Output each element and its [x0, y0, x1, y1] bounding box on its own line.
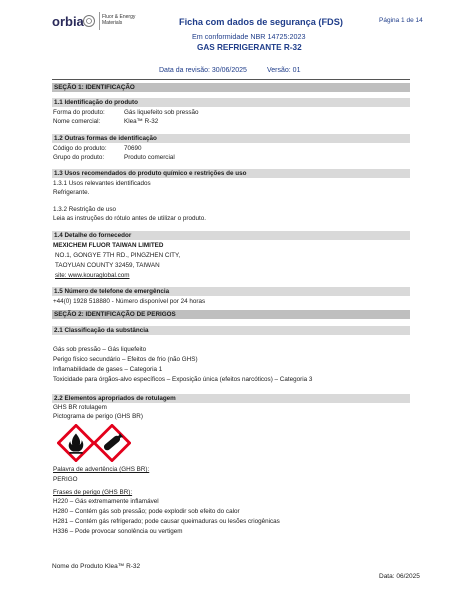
product-group-value: Produto comercial	[124, 154, 175, 161]
subsection-1-1-title: 1.1 Identificação do produto	[54, 98, 138, 106]
footer-product-name: Nome do Produto Klea™ R-32	[52, 563, 141, 570]
flame-pictogram-icon	[57, 424, 95, 462]
hazard-statement: H336 – Pode provocar sonolência ou vertigem	[53, 528, 183, 535]
version: Versão: 01	[267, 67, 301, 74]
classification-line: Perigo físico secundário – Efeitos de frio (não GHS)	[53, 356, 198, 363]
footer-date: Data: 06/2025	[379, 573, 420, 580]
product-group-label: Grupo do produto:	[53, 154, 105, 161]
subsection-2-2-header	[52, 394, 410, 403]
revision-date: Data da revisão: 30/06/2025	[159, 67, 247, 74]
product-code-value: 70690	[124, 145, 142, 152]
section-1-title: SEÇÃO 1: IDENTIFICAÇÃO	[54, 83, 135, 91]
section-2-header	[52, 310, 410, 319]
uses-subheading: 1.3.1 Usos relevantes identificados	[53, 180, 151, 187]
supplier-address-line1: NO.1, GONGYE 7TH RD., PINGZHEN CITY,	[55, 252, 181, 259]
hazard-statement: H280 – Contém gás sob pressão; pode explodir sob efeito do calor	[53, 508, 240, 515]
subsection-1-1-header	[52, 98, 410, 107]
subsection-2-1-title: 2.1 Classificação da substância	[54, 326, 149, 334]
supplier-name: MEXICHEM FLUOR TAIWAN LIMITED	[53, 242, 164, 249]
supplier-website-link[interactable]: site: www.kouraglobal.com	[55, 272, 130, 279]
restriction-value: Leia as instruções do rótulo antes de utilizar o produto.	[53, 215, 206, 222]
supplier-address-line2: TAOYUAN COUNTY 32459, TAIWAN	[55, 262, 160, 269]
product-title: GAS REFRIGERANTE R-32	[197, 43, 302, 52]
product-form-label: Forma do produto:	[53, 109, 105, 116]
page-number: Página 1 de 14	[379, 17, 423, 24]
uses-value: Refrigerante.	[53, 189, 90, 196]
classification-line: Gás sob pressão – Gás liquefeito	[53, 346, 147, 353]
subsection-2-1-header	[52, 326, 410, 335]
subsection-1-4-title: 1.4 Detalhe do fornecedor	[54, 231, 132, 239]
ghs-label: GHS BR rotulagem	[53, 404, 107, 411]
hazard-statement: H281 – Contém gás refrigerado; pode causar queimaduras ou lesões criogênicas	[53, 518, 280, 525]
product-code-label: Código do produto:	[53, 145, 107, 152]
trade-name-label: Nome comercial:	[53, 118, 101, 125]
compliance-text: Em conformidade NBR 14725:2023	[192, 32, 306, 41]
subsection-1-3-header	[52, 169, 410, 178]
subsection-1-2-title: 1.2 Outras formas de identificação	[54, 134, 157, 142]
subsection-1-3-title: 1.3 Usos recomendados do produto químico e restrições de uso	[54, 169, 247, 177]
gas-cylinder-pictogram-icon	[93, 424, 131, 462]
document-title: Ficha com dados de segurança (FDS)	[179, 17, 343, 27]
classification-line: Inflamabilidade de gases – Categoria 1	[53, 366, 163, 373]
logo-circle-icon	[82, 14, 96, 28]
logo-division-line2: Materials	[102, 20, 123, 26]
signal-word-label: Palavra de advertência (GHS BR):	[53, 466, 150, 473]
subsection-2-2-title: 2.2 Elementos apropriados de rotulagem	[54, 394, 176, 402]
subsection-1-4-header	[52, 231, 410, 240]
hazard-statement: H220 – Gás extremamente inflamável	[53, 498, 159, 505]
signal-word-value: PERIGO	[53, 476, 78, 483]
logo-wordmark: orbia	[52, 14, 84, 29]
subsection-1-5-title: 1.5 Número de telefone de emergência	[54, 287, 170, 295]
product-form-value: Gás liquefeito sob pressão	[124, 109, 199, 116]
subsection-1-2-header	[52, 134, 410, 143]
restriction-subheading: 1.3.2 Restrição de uso	[53, 206, 117, 213]
subsection-1-5-header	[52, 287, 410, 296]
company-logo	[52, 12, 136, 36]
pictogram-label: Pictograma de perigo (GHS BR)	[53, 413, 143, 420]
header-divider	[52, 79, 410, 80]
emergency-phone: +44(0) 1928 518880 - Número disponível por 24 horas	[53, 298, 206, 305]
section-1-header	[52, 83, 410, 92]
logo-division-line1: Fluor & Energy	[102, 14, 136, 20]
classification-line: Toxicidade para órgãos-alvo específicos – Exposição única (efeitos narcóticos) – Categoria 3	[53, 376, 313, 383]
section-2-title: SEÇÃO 2: IDENTIFICAÇÃO DE PERIGOS	[54, 310, 176, 318]
trade-name-value: Klea™ R-32	[124, 118, 159, 125]
hazard-statements-label: Frases de perigo (GHS BR):	[53, 489, 133, 496]
